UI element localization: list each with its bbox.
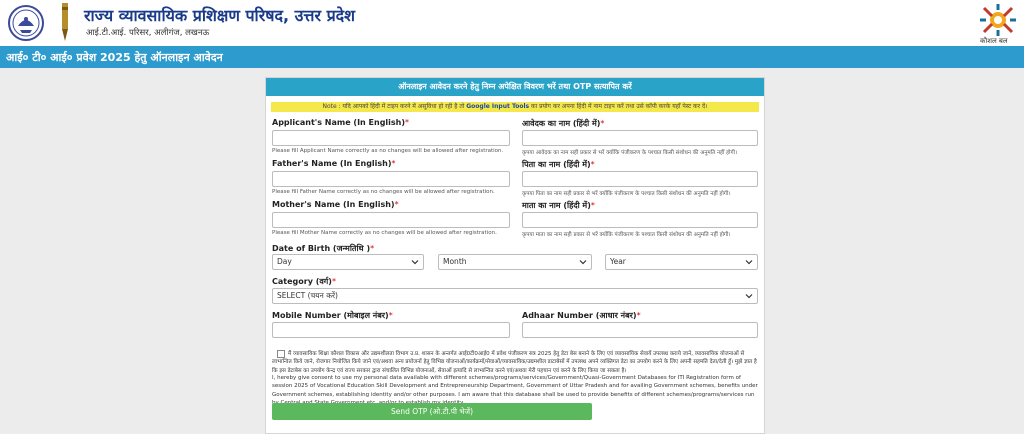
- kaushal-bal-label: कौशल बल: [980, 37, 1008, 45]
- chevron-down-icon: [579, 258, 587, 266]
- aadhaar-input[interactable]: [522, 322, 758, 338]
- org-title: राज्य व्यावसायिक प्रशिक्षण परिषद, उत्तर प्रदेश: [84, 6, 356, 25]
- hindi-input-note: [271, 102, 759, 112]
- page-title: आई० टी० आई० प्रवेश 2025 हेतु ऑनलाइन आवेदन: [6, 51, 223, 64]
- google-input-tools-link[interactable]: Google Input Tools: [466, 103, 530, 110]
- applicant-name-en-hint: Please fill Applicant Name correctly as no changes will be allowed after registration.: [272, 148, 504, 154]
- dob-month-select[interactable]: Month: [438, 254, 592, 270]
- mother-name-hi-input[interactable]: [522, 212, 758, 228]
- consent-text-english: I, hereby give consent to use my personal data available with different schemes/programs/services/Government/Quasi-Government Databases for ITI Registration form of session 2025 of Vocational Education Skill Development and Entrepreneurship Department, Government of Uttar Pradesh and for availing Government schemes, benefits under Government schemes, establishing identity and/or other purposes. I am aware that this database shall be used to provide benefits of different schemes/programs/services run: [272, 375, 758, 398]
- registration-form-panel: [265, 77, 765, 434]
- org-subtitle: आई.टी.आई. परिसर, अलीगंज, लखनऊ: [86, 28, 210, 38]
- father-name-hi-label: पिता का नाम (हिंदी में)*: [522, 160, 595, 169]
- father-name-hi-hint: कृपया पिता का नाम सही प्रकार से भरें क्योंकि पंजीकरण के पश्चात किसी संशोधन की अनुमति नहीं होगी।: [522, 191, 731, 197]
- up-emblem-logo: [6, 4, 46, 42]
- form-heading-bar: [266, 78, 764, 96]
- chevron-down-icon: [745, 292, 753, 300]
- mother-name-hi-label: माता का नाम (हिंदी में)*: [522, 201, 595, 210]
- note-prefix: Note : यदि आपको हिंदी में टाइप करने में असुविधा हो रही है तो: [322, 103, 465, 110]
- applicant-name-en-input[interactable]: [272, 130, 510, 146]
- applicant-name-hi-hint: कृपया आवेदक का नाम सही प्रकार से भरें क्योंकि पंजीकरण के पश्चात किसी संशोधन की अनुमति नहीं होगी।: [522, 150, 738, 156]
- father-name-en-input[interactable]: [272, 171, 510, 187]
- consent-text-hindi: मैं व्यावसायिक शिक्षा कौशल विकास और उद्यमशीलता विभाग उ.प्र. शासन के अन्तर्गत आई0टी0आई0 में प्रवेश पंजीकरण सत्र 2025 हेतु डेटा बेस बनाने के लिए एवं व्यावसायिक सेवायें उपलब्ध कराये जाने, व्यावसायिक योजनाओं से लाभान्वित किये जाने, रोजगार नियोजित किये जाने एवं/अथवा अन्य प्रयोजनों हेतु विभिन्न योजनाओं/कार्यक्रमों/सेवाओं/व्यावसायिक/उद्यमशील डाटाबेसों में उपलब्ध अपने व्यक्तिगत डेटा का उपयोग करने के लिए अपनी सहमति देता/देती हूँ। मुझे ज्ञात है कि इस डेटाबेस का उपयोग केन्द्र एवं राज्य सरकार द्वारा संचालित विभिन्न योजनाओं, सेवाओं इत्यादि से लाभान्वित करने एवं/अथवा मेरी पहचान एवं करने के लिए किया जा सकता है।: [272, 351, 757, 374]
- dob-label: Date of Birth (जन्मतिथि )*: [272, 244, 375, 253]
- send-otp-button[interactable]: Send OTP (ओ.टी.पी भेजें): [272, 403, 592, 420]
- mother-name-hi-hint: कृपया माता का नाम सही प्रकार से भरें क्योंकि पंजीकरण के पश्चात किसी संशोधन की अनुमति नहीं होगी।: [522, 232, 731, 238]
- aadhaar-label: Adhaar Number (आधार नंबर)*: [522, 311, 641, 320]
- father-name-en-hint: Please fill Father Name correctly as no changes will be allowed after registration.: [272, 189, 495, 195]
- pen-nib-icon: [58, 3, 72, 43]
- mother-name-en-hint: Please fill Mother Name correctly as no changes will be allowed after registration.: [272, 230, 497, 236]
- mother-name-en-label: Mother's Name (In English)*: [272, 200, 399, 209]
- kaushal-bal-logo: [978, 2, 1018, 38]
- chevron-down-icon: [745, 258, 753, 266]
- chevron-down-icon: [411, 258, 419, 266]
- category-select[interactable]: SELECT (चयन करें): [272, 288, 758, 304]
- mobile-label: Mobile Number (मोबाइल नंबर)*: [272, 311, 393, 320]
- site-header: [0, 0, 1024, 46]
- page-titlebar: [0, 46, 1024, 68]
- note-suffix: का प्रयोग कर अपना हिंदी में नाम टाइप करें तथा उसे कॉपी करके यहाँ पेस्ट कर दें।: [531, 103, 708, 110]
- applicant-name-en-label: Applicant's Name (In English)*: [272, 118, 410, 127]
- applicant-name-hi-label: आवेदक का नाम (हिंदी में)*: [522, 119, 605, 128]
- mobile-input[interactable]: [272, 322, 510, 338]
- dob-day-select[interactable]: Day: [272, 254, 424, 270]
- father-name-hi-input[interactable]: [522, 171, 758, 187]
- father-name-en-label: Father's Name (In English)*: [272, 159, 396, 168]
- applicant-name-hi-input[interactable]: [522, 130, 758, 146]
- category-label: Category (वर्ग)*: [272, 277, 336, 286]
- dob-year-select[interactable]: Year: [605, 254, 758, 270]
- consent-checkbox[interactable]: [277, 350, 285, 358]
- form-heading: ऑनलाइन आवेदन करने हेतु निम्न अपेक्षित विवरण भरें तथा OTP सत्यापित करें: [398, 82, 632, 91]
- mother-name-en-input[interactable]: [272, 212, 510, 228]
